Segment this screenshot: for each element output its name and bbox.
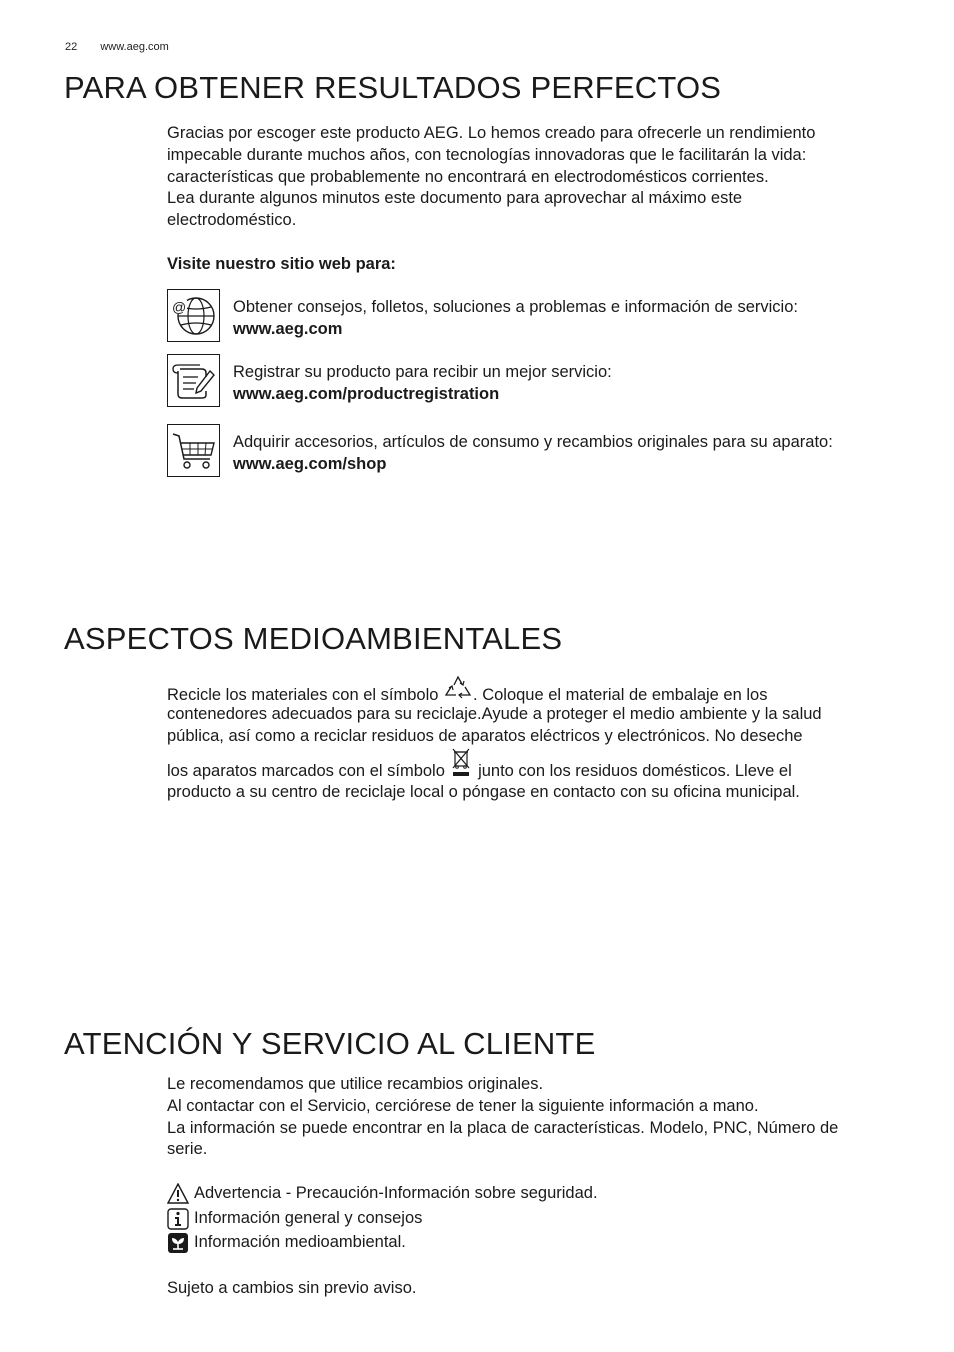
legend-item-info (167, 1207, 912, 1232)
crossed-bin-icon (449, 748, 473, 780)
environment-line (167, 748, 912, 782)
web-link-text (233, 432, 833, 476)
web-link-row-shop (167, 424, 912, 480)
page-number: 22 (65, 41, 78, 53)
environment-line: pública, así como a reciclar residuos de aparatos eléctricos y electrónicos. No deseche (167, 726, 803, 745)
environment-icon (167, 1232, 189, 1254)
service-paragraph (167, 1074, 912, 1161)
intro-line: impecable durante muchos años, con tecnologías innovadoras que le facilitarán la vida: (167, 145, 807, 164)
web-link-text (233, 297, 798, 341)
legend-item-warning (167, 1182, 912, 1207)
footer-note: Sujeto a cambios sin previo aviso. (167, 1279, 417, 1297)
legend-text: Información general y consejos (194, 1208, 423, 1227)
symbol-legend (167, 1182, 912, 1256)
service-line: Le recomendamos que utilice recambios originales. (167, 1075, 544, 1093)
web-link-row-info (167, 289, 912, 345)
svg-text:@: @ (172, 299, 187, 315)
web-link-text (233, 362, 612, 406)
service-line: serie. (167, 1140, 208, 1159)
info-icon (167, 1208, 189, 1230)
warning-triangle-icon (167, 1183, 189, 1205)
registration-form-icon (167, 354, 220, 407)
visit-label: Visite nuestro sitio web para: (167, 255, 396, 273)
link-url[interactable]: www.aeg.com/productregistration (233, 384, 500, 403)
legend-item-environment (167, 1231, 912, 1256)
intro-line: electrodoméstico. (167, 211, 297, 230)
legend-text: Información medioambiental. (194, 1233, 406, 1252)
header-site-url[interactable]: www.aeg.com (100, 41, 169, 53)
environment-line: contenedores adecuados para su reciclaje.Ayude a proteger el medio ambiente y la salud (167, 705, 822, 723)
section-title-medioambientales: ASPECTOS MEDIOAMBIENTALES (64, 621, 563, 656)
environment-line-text: junto con los residuos domésticos. Lleve el (473, 761, 792, 780)
intro-paragraph (167, 123, 912, 232)
environment-line-text: los aparatos marcados con el símbolo (167, 761, 450, 780)
link-description: Registrar su producto para recibir un mejor servicio: (233, 363, 612, 381)
link-description: Obtener consejos, folletos, soluciones a problemas e información de servicio: (233, 298, 798, 316)
intro-line: características que probablemente no encontrará en electrodomésticos corrientes. (167, 167, 769, 186)
link-url[interactable]: www.aeg.com/shop (233, 454, 387, 473)
intro-line: Gracias por escoger este producto AEG. Lo hemos creado para ofrecerle un rendimiento (167, 124, 816, 142)
environment-line: producto a su centro de reciclaje local o póngase en contacto con su oficina municipal. (167, 782, 800, 801)
environment-line (167, 672, 912, 704)
environment-line-text: Recicle los materiales con el símbolo (167, 686, 444, 704)
shopping-cart-icon (167, 424, 220, 477)
service-line: Al contactar con el Servicio, cerciórese de tener la siguiente información a mano. (167, 1096, 759, 1115)
legend-text: Advertencia - Precaución-Información sobre seguridad. (194, 1184, 598, 1203)
environment-paragraph (167, 672, 912, 803)
link-description: Adquirir accesorios, artículos de consumo y recambios originales para su aparato: (233, 433, 833, 451)
recycle-icon (443, 672, 473, 702)
section-title-servicio: ATENCIÓN Y SERVICIO AL CLIENTE (64, 1026, 596, 1061)
web-link-row-registration (167, 354, 912, 410)
service-line: La información se puede encontrar en la placa de características. Modelo, PNC, Número de (167, 1118, 839, 1137)
globe-at-icon (167, 289, 220, 342)
section-title-resultados: PARA OBTENER RESULTADOS PERFECTOS (64, 70, 722, 105)
intro-line: Lea durante algunos minutos este documento para aprovechar al máximo este (167, 189, 743, 208)
page-header (65, 41, 169, 53)
environment-line-text: . Coloque el material de embalaje en los (473, 686, 768, 704)
link-url[interactable]: www.aeg.com (233, 319, 343, 338)
